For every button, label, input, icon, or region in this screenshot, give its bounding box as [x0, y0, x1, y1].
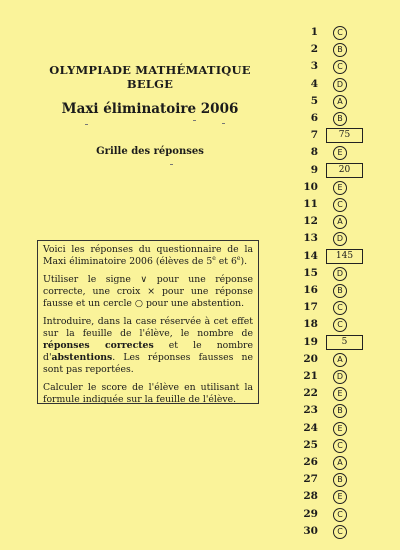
- answer-letter-circle: E: [333, 181, 347, 195]
- answer-row: [300, 59, 400, 76]
- instructions-paragraph-4: Calculer le score de l'élève en utilisant la formule indiquée sur la feuille de l'élève.: [43, 382, 253, 405]
- question-number: 7: [310, 129, 318, 142]
- answer-letter-circle: B: [333, 404, 347, 418]
- answer-row: [300, 317, 400, 334]
- scan-speck: [85, 124, 88, 125]
- answer-letter-circle: A: [333, 456, 347, 470]
- answer-letter-circle: D: [333, 78, 347, 92]
- answer-row: [300, 111, 400, 128]
- answer-row: [300, 94, 400, 111]
- answer-row: [300, 42, 400, 59]
- question-number: 20: [303, 352, 318, 365]
- answer-row: [300, 197, 400, 214]
- answer-letter-circle: C: [333, 198, 347, 212]
- question-number: 17: [303, 301, 318, 314]
- instructions-paragraph-1: Voici les réponses du questionnaire de la Maxi éliminatoire 2006 (élèves de 5e et 6e).: [43, 244, 253, 267]
- answer-letter-circle: D: [333, 232, 347, 246]
- answer-row: [300, 25, 400, 42]
- question-number: 6: [310, 112, 318, 124]
- answer-row: [300, 77, 400, 94]
- question-number: 21: [303, 370, 318, 382]
- question-number: 24: [303, 421, 318, 434]
- olympiad-title: OLYMPIADE MATHÉMATIQUE BELGE: [49, 63, 251, 91]
- question-number: 18: [303, 318, 318, 331]
- answer-letter-circle: A: [333, 95, 347, 109]
- question-number: 27: [303, 473, 318, 486]
- answer-letter-circle: D: [333, 370, 347, 384]
- numeric-answer-box: 145: [326, 249, 363, 264]
- question-number: 11: [303, 198, 318, 210]
- question-number: 4: [310, 77, 318, 90]
- answer-row: [300, 128, 400, 145]
- answer-row: [300, 507, 400, 524]
- answer-letter-circle: D: [333, 267, 347, 281]
- answer-row: [300, 249, 400, 266]
- numeric-answer-box: 75: [326, 128, 363, 143]
- question-number: 14: [303, 249, 318, 262]
- answer-row: [300, 352, 400, 369]
- answer-letter-circle: C: [333, 301, 347, 315]
- answer-row: [300, 524, 400, 541]
- question-number: 23: [303, 404, 318, 417]
- question-number: 22: [303, 387, 318, 400]
- scan-speck: [170, 164, 173, 165]
- question-number: 9: [310, 163, 318, 176]
- question-number: 26: [303, 456, 318, 468]
- answer-row: [300, 283, 400, 300]
- answer-grid-label: Grille des réponses: [96, 146, 204, 157]
- answer-row: [300, 472, 400, 489]
- answer-letter-circle: A: [333, 353, 347, 367]
- answer-row: [300, 300, 400, 317]
- question-number: 28: [303, 490, 318, 503]
- answer-row: [300, 369, 400, 386]
- answer-letter-circle: B: [333, 112, 347, 126]
- answer-row: [300, 163, 400, 180]
- answer-row: [300, 489, 400, 506]
- answer-row: [300, 214, 400, 231]
- question-number: 5: [310, 94, 318, 107]
- question-number: 30: [303, 524, 318, 537]
- answer-row: [300, 180, 400, 197]
- answer-letter-circle: B: [333, 473, 347, 487]
- answer-letter-circle: B: [333, 284, 347, 298]
- answer-letter-circle: C: [333, 525, 347, 539]
- answer-letter-circle: E: [333, 422, 347, 436]
- question-number: 10: [303, 180, 318, 193]
- scan-speck: [222, 123, 225, 124]
- question-number: 2: [310, 43, 318, 56]
- question-number: 19: [303, 335, 318, 348]
- exam-subtitle: Maxi éliminatoire 2006: [61, 101, 239, 117]
- question-number: 15: [303, 266, 318, 279]
- answer-letter-circle: E: [333, 490, 347, 504]
- instructions-paragraph-3: Introduire, dans la case réservée à cet effet sur la feuille de l'élève, le nombre de réponses correctes et le nombre d'abstentions. Les réponses fausses ne sont pas reportées.: [43, 316, 253, 375]
- answer-row: [300, 266, 400, 283]
- question-number: 29: [303, 507, 318, 520]
- answer-letter-circle: C: [333, 26, 347, 40]
- answer-letter-circle: C: [333, 508, 347, 522]
- numeric-answer-box: 5: [326, 335, 363, 350]
- answer-letter-circle: C: [333, 60, 347, 74]
- question-number: 12: [303, 215, 318, 228]
- question-number: 1: [310, 26, 318, 38]
- answer-letter-circle: A: [333, 215, 347, 229]
- answer-row: [300, 231, 400, 248]
- answer-row: [300, 403, 400, 420]
- answer-row: [300, 421, 400, 438]
- answer-row: [300, 438, 400, 455]
- answer-row: [300, 386, 400, 403]
- answer-row: [300, 145, 400, 162]
- question-number: 8: [310, 146, 318, 159]
- answer-letter-circle: E: [333, 146, 347, 160]
- numeric-answer-box: 20: [326, 163, 363, 178]
- instructions-box: [37, 240, 259, 404]
- question-number: 16: [303, 284, 318, 296]
- question-number: 25: [303, 438, 318, 451]
- answer-row: [300, 455, 400, 472]
- answer-letter-circle: B: [333, 43, 347, 57]
- question-number: 13: [303, 232, 318, 245]
- answer-row: [300, 335, 400, 352]
- answer-letter-circle: E: [333, 387, 347, 401]
- answer-letter-circle: C: [333, 439, 347, 453]
- instructions-paragraph-2: Utiliser le signe ∨ pour une réponse correcte, une croix × pour une réponse fausse et un cercle ○ pour une abstention.: [43, 274, 253, 309]
- question-number: 3: [310, 60, 318, 73]
- answer-letter-circle: C: [333, 318, 347, 332]
- scan-speck: [193, 120, 196, 121]
